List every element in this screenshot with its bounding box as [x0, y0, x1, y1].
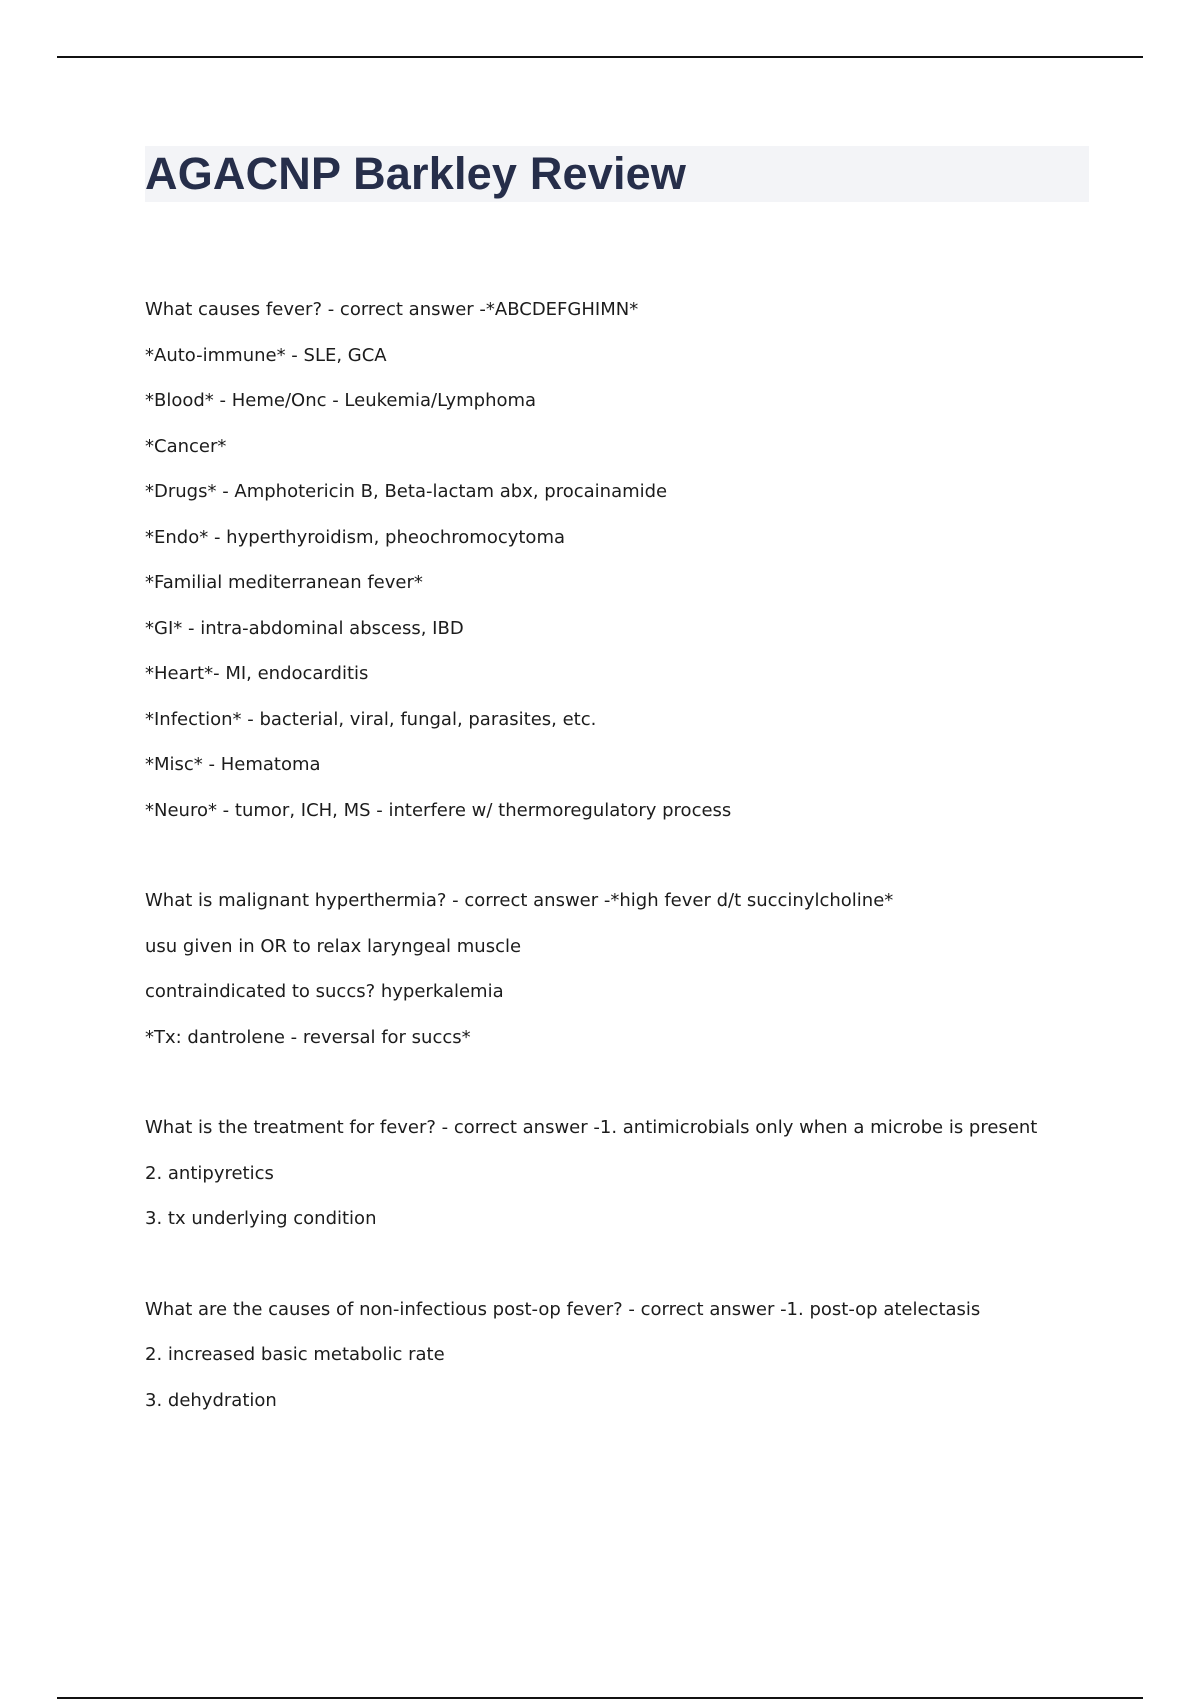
- answer-line: 2. increased basic metabolic rate: [145, 1344, 445, 1365]
- answer-line: 3. tx underlying condition: [145, 1208, 377, 1229]
- answer-line: 2. antipyretics: [145, 1162, 274, 1184]
- answer-line: 3. dehydration: [145, 1389, 277, 1411]
- top-divider: [57, 56, 1143, 58]
- answer-line: *Misc* - Hematoma: [145, 754, 321, 775]
- answer-line: *Familial mediterranean fever*: [145, 572, 423, 593]
- qa-block-postop-fever: [145, 1287, 1105, 1424]
- answer-line: *Drugs* - Amphotericin B, Beta-lactam abx, procainamide: [145, 481, 668, 502]
- answer-line: *Heart*- MI, endocarditis: [145, 663, 369, 684]
- qa-block-fever-treatment: [145, 1105, 1105, 1242]
- answer-line: *GI* - intra-abdominal abscess, IBD: [145, 617, 464, 639]
- answer-line: *Neuro* - tumor, ICH, MS - interfere w/ thermoregulatory process: [145, 799, 732, 821]
- answer-line: *Blood* - Heme/Onc - Leukemia/Lymphoma: [145, 390, 537, 411]
- answer-line: contraindicated to succs? hyperkalemia: [145, 981, 504, 1002]
- question-line: What is the treatment for fever? - correct answer -1. antimicrobials only when a microbe is present: [145, 1117, 1038, 1138]
- question-line: What causes fever? - correct answer -*ABCDEFGHIMN*: [145, 299, 639, 320]
- answer-line: *Auto-immune* - SLE, GCA: [145, 344, 387, 366]
- answer-line: *Endo* - hyperthyroidism, pheochromocytoma: [145, 526, 566, 548]
- qa-block-fever-causes: [145, 287, 1105, 833]
- answer-line: *Cancer*: [145, 435, 227, 457]
- answer-line: *Tx: dantrolene - reversal for succs*: [145, 1026, 471, 1048]
- answer-line: *Infection* - bacterial, viral, fungal, parasites, etc.: [145, 708, 597, 730]
- qa-block-malignant-hyperthermia: [145, 878, 1105, 1060]
- question-line: What is malignant hyperthermia? - correct answer -*high fever d/t succinylcholine*: [145, 890, 894, 911]
- page-title: AGACNP Barkley Review: [145, 148, 687, 199]
- answer-line: usu given in OR to relax laryngeal muscle: [145, 935, 522, 957]
- bottom-divider: [57, 1697, 1143, 1699]
- question-line: What are the causes of non-infectious post-op fever? - correct answer -1. post-op atelectasis: [145, 1298, 981, 1320]
- document-body: [145, 287, 1105, 1468]
